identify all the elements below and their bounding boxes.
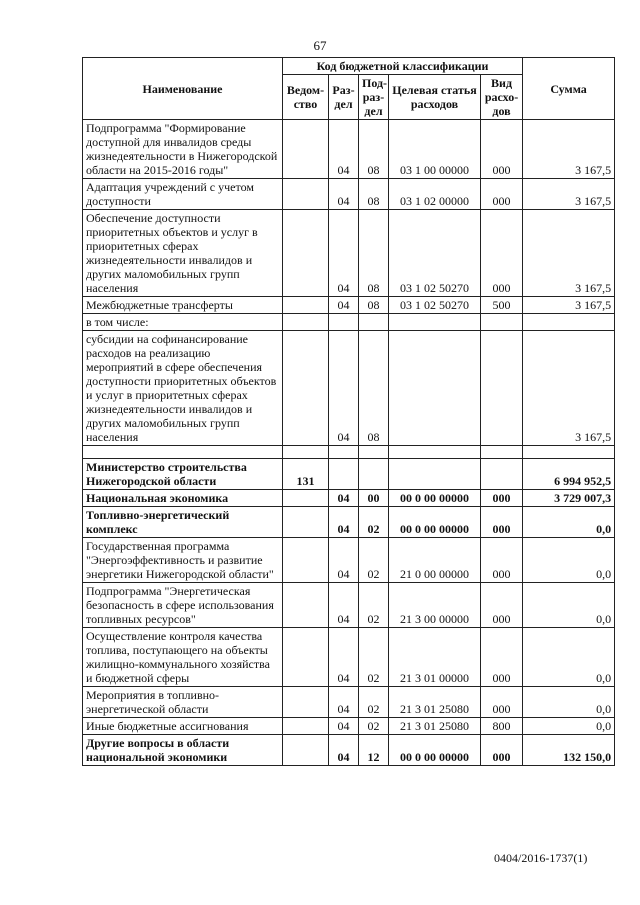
row-subsection: 08 (359, 210, 389, 297)
row-name: Национальная экономика (83, 490, 283, 507)
row-subsection: 02 (359, 583, 389, 628)
row-section (329, 314, 359, 331)
header-name: Наименование (83, 58, 283, 120)
row-target: 21 3 00 00000 (389, 583, 481, 628)
row-amount (523, 314, 615, 331)
row-amount: 3 167,5 (523, 331, 615, 446)
row-type (481, 446, 523, 459)
table-row (83, 490, 615, 507)
row-name: Осуществление контроля качества топлива, поступающего на объекты жилищно-коммунального хозяйства и бюджетной сферы (83, 628, 283, 687)
row-type: 000 (481, 120, 523, 179)
row-subsection (359, 446, 389, 459)
row-subsection: 12 (359, 735, 389, 766)
row-target: 21 0 00 00000 (389, 538, 481, 583)
row-section: 04 (329, 331, 359, 446)
table-row (83, 628, 615, 687)
header-amount: Сумма (523, 58, 615, 120)
row-section: 04 (329, 735, 359, 766)
row-section: 04 (329, 210, 359, 297)
row-type (481, 459, 523, 490)
header-classification: Код бюджетной классификации (283, 58, 523, 75)
row-dept (283, 507, 329, 538)
table-row (83, 120, 615, 179)
row-name: субсидии на софинансирование расходов на реализацию мероприятий в сфере обеспечения доступности приоритетных объектов и услуг в приоритетных сферах жизнедеятельности инвалидов и других маломобильных групп населения (83, 331, 283, 446)
row-dept (283, 446, 329, 459)
row-amount: 0,0 (523, 507, 615, 538)
row-dept (283, 735, 329, 766)
page-number: 67 (313, 38, 327, 53)
row-dept (283, 628, 329, 687)
row-dept (283, 179, 329, 210)
row-amount: 0,0 (523, 583, 615, 628)
row-type: 000 (481, 628, 523, 687)
table-row-spacer (83, 446, 615, 459)
row-dept (283, 210, 329, 297)
row-dept (283, 583, 329, 628)
table-row (83, 314, 615, 331)
table-row (83, 210, 615, 297)
row-name: в том числе: (83, 314, 283, 331)
header-row-top (83, 58, 615, 75)
header-type: Вид расхо-дов (481, 75, 523, 120)
row-target: 03 1 02 50270 (389, 210, 481, 297)
row-section: 04 (329, 490, 359, 507)
row-name: Адаптация учреждений с учетом доступности (83, 179, 283, 210)
row-name (83, 446, 283, 459)
row-target: 00 0 00 00000 (389, 490, 481, 507)
row-name: Мероприятия в топливно-энергетической области (83, 687, 283, 718)
row-subsection: 08 (359, 331, 389, 446)
row-type (481, 314, 523, 331)
header-dept: Ведом-ство (283, 75, 329, 120)
row-subsection: 08 (359, 179, 389, 210)
row-dept: 131 (283, 459, 329, 490)
row-amount: 6 994 952,5 (523, 459, 615, 490)
row-section: 04 (329, 583, 359, 628)
row-name: Обеспечение доступности приоритетных объектов и услуг в приоритетных сферах жизнедеятельности инвалидов и других маломобильных групп населения (83, 210, 283, 297)
row-dept (283, 718, 329, 735)
row-target (389, 446, 481, 459)
row-type: 800 (481, 718, 523, 735)
row-subsection: 08 (359, 120, 389, 179)
row-section: 04 (329, 507, 359, 538)
row-name: Министерство строительства Нижегородской области (83, 459, 283, 490)
row-subsection: 02 (359, 687, 389, 718)
row-amount: 0,0 (523, 628, 615, 687)
row-type: 000 (481, 507, 523, 538)
row-amount: 3 167,5 (523, 120, 615, 179)
row-type: 000 (481, 179, 523, 210)
row-dept (283, 120, 329, 179)
row-section: 04 (329, 120, 359, 179)
table-row (83, 297, 615, 314)
row-target: 21 3 01 25080 (389, 687, 481, 718)
row-amount: 3 729 007,3 (523, 490, 615, 507)
row-dept (283, 331, 329, 446)
row-target: 03 1 02 00000 (389, 179, 481, 210)
row-subsection (359, 314, 389, 331)
row-type: 000 (481, 583, 523, 628)
row-type: 000 (481, 210, 523, 297)
row-section: 04 (329, 628, 359, 687)
row-type: 000 (481, 735, 523, 766)
row-subsection: 02 (359, 718, 389, 735)
row-amount: 0,0 (523, 718, 615, 735)
row-name: Межбюджетные трансферты (83, 297, 283, 314)
row-target: 03 1 02 50270 (389, 297, 481, 314)
row-type: 000 (481, 490, 523, 507)
row-subsection (359, 459, 389, 490)
row-target (389, 459, 481, 490)
row-subsection: 02 (359, 628, 389, 687)
row-target (389, 331, 481, 446)
table-row (83, 507, 615, 538)
row-section: 04 (329, 538, 359, 583)
row-name: Подпрограмма "Формирование доступной для инвалидов среды жизнедеятельности в Нижегородской области на 2015-2016 годы" (83, 120, 283, 179)
row-subsection: 02 (359, 507, 389, 538)
row-target (389, 314, 481, 331)
row-subsection: 08 (359, 297, 389, 314)
row-target: 00 0 00 00000 (389, 735, 481, 766)
row-subsection: 02 (359, 538, 389, 583)
row-amount: 0,0 (523, 687, 615, 718)
row-section: 04 (329, 179, 359, 210)
row-amount: 132 150,0 (523, 735, 615, 766)
row-name: Иные бюджетные ассигнования (83, 718, 283, 735)
table-row (83, 459, 615, 490)
row-target: 21 3 01 00000 (389, 628, 481, 687)
row-amount: 3 167,5 (523, 210, 615, 297)
row-section (329, 459, 359, 490)
row-target: 00 0 00 00000 (389, 507, 481, 538)
row-name: Подпрограмма "Энергетическая безопасность в сфере использования топливных ресурсов" (83, 583, 283, 628)
row-target: 21 3 01 25080 (389, 718, 481, 735)
row-name: Другие вопросы в области национальной экономики (83, 735, 283, 766)
row-section (329, 446, 359, 459)
table-row (83, 331, 615, 446)
table-row (83, 179, 615, 210)
row-type: 000 (481, 538, 523, 583)
row-amount (523, 446, 615, 459)
table-row (83, 687, 615, 718)
row-amount: 3 167,5 (523, 179, 615, 210)
row-section: 04 (329, 718, 359, 735)
header-target: Целевая статья расходов (389, 75, 481, 120)
row-name: Государственная программа "Энергоэффективность и развитие энергетики Нижегородской области" (83, 538, 283, 583)
row-type: 000 (481, 687, 523, 718)
table-row (83, 718, 615, 735)
row-type: 500 (481, 297, 523, 314)
row-target: 03 1 00 00000 (389, 120, 481, 179)
row-section: 04 (329, 297, 359, 314)
row-dept (283, 297, 329, 314)
table-row (83, 538, 615, 583)
row-dept (283, 687, 329, 718)
row-name: Топливно-энергетический комплекс (83, 507, 283, 538)
header-section: Раз-дел (329, 75, 359, 120)
row-dept (283, 314, 329, 331)
document-code: 0404/2016-1737(1) (494, 851, 588, 865)
table-row (83, 583, 615, 628)
row-type (481, 331, 523, 446)
budget-table (82, 57, 615, 766)
row-amount: 3 167,5 (523, 297, 615, 314)
row-amount: 0,0 (523, 538, 615, 583)
table-row (83, 735, 615, 766)
row-dept (283, 490, 329, 507)
row-subsection: 00 (359, 490, 389, 507)
row-dept (283, 538, 329, 583)
row-section: 04 (329, 687, 359, 718)
header-subsection: Под-раз-дел (359, 75, 389, 120)
